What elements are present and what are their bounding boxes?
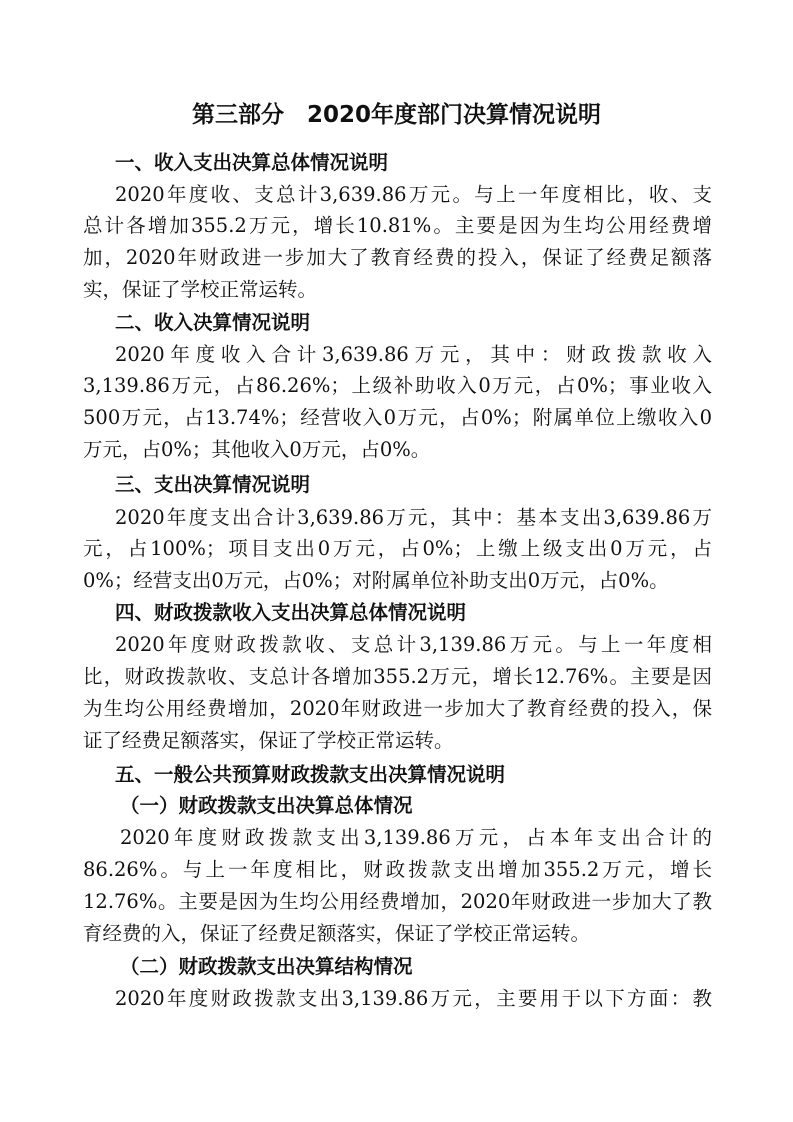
paragraph-line: 证了经费足额落实，保证了学校正常运转。 (83, 729, 454, 752)
paragraph-line: 500万元，占13.74%；经营收入0万元，占0%；附属单位上缴收入0 (83, 406, 712, 429)
section-heading: 五、一般公共预算财政拨款支出决算情况说明 (115, 763, 506, 786)
paragraph-line: 12.76%。主要是因为生均公用经费增加，2020年财政进一步加大了教 (83, 890, 712, 913)
page-title: 第三部分 2020年度部门决算情况说明 (191, 102, 601, 128)
paragraph-line: 2020年度财政拨款支出3,139.86万元，主要用于以下方面：教 (115, 987, 712, 1010)
subsection-heading: （二）财政拨款支出决算结构情况 (120, 955, 413, 978)
paragraph-line: 2020年度收入合计3,639.86万元，其中：财政拨款收入 (115, 343, 712, 366)
paragraph-line: 2020年度收、支总计3,639.86万元。与上一年度相比，收、支 (115, 183, 712, 206)
paragraph-line: 元，占100%；项目支出0万元，占0%；上缴上级支出0万元，占 (83, 537, 712, 560)
paragraph-line: 万元，占0%；其他收入0万元，占0%。 (83, 438, 431, 461)
section-heading: 二、收入决算情况说明 (115, 311, 311, 334)
section-heading: 四、财政拨款收入支出决算总体情况说明 (115, 601, 467, 624)
paragraph-line: 3,139.86万元，占86.26%；上级补助收入0万元，占0%；事业收入 (83, 374, 712, 397)
paragraph-line: 0%；经营支出0万元，占0%；对附属单位补助支出0万元，占0%。 (83, 569, 669, 592)
paragraph-line: 比，财政拨款收、支总计各增加355.2万元，增长12.76%。主要是因 (83, 665, 712, 688)
paragraph-line: 2020年度财政拨款收、支总计3,139.86万元。与上一年度相 (115, 633, 712, 656)
paragraph-line: 加，2020年财政进一步加大了教育经费的投入，保证了经费足额落 (83, 246, 712, 269)
paragraph-line: 为生均公用经费增加，2020年财政进一步加大了教育经费的投入，保 (83, 697, 712, 720)
paragraph-line: 2020年度支出合计3,639.86万元，其中：基本支出3,639.86万 (115, 506, 712, 529)
paragraph-line: 实，保证了学校正常运转。 (83, 278, 318, 301)
subsection-heading: （一）财政拨款支出决算总体情况 (120, 794, 413, 817)
paragraph-line: 总计各增加355.2万元，增长10.81%。主要是因为生均公用经费增 (83, 214, 712, 237)
paragraph-line: 86.26%。与上一年度相比，财政拨款支出增加355.2万元，增长 (83, 858, 712, 881)
paragraph-line: 2020年度财政拨款支出3,139.86万元，占本年支出合计的 (120, 826, 712, 849)
section-heading: 一、收入支出决算总体情况说明 (115, 151, 389, 174)
section-heading: 三、支出决算情况说明 (115, 473, 311, 496)
paragraph-line: 育经费的入，保证了经费足额落实，保证了学校正常运转。 (83, 922, 591, 945)
